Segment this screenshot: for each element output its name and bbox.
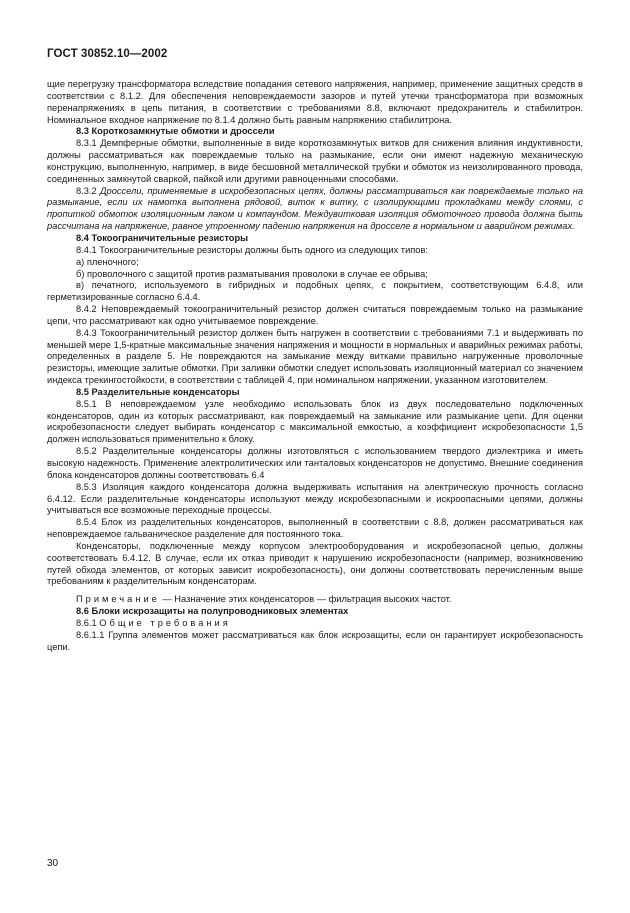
section-heading-8-5: 8.5 Разделительные конденсаторы xyxy=(76,386,240,397)
subsection-title: Общие требования xyxy=(99,617,231,628)
paragraph-8-4-2: 8.4.2 Неповреждаемый токоограничительный резистор должен считаться повреждаемым только на размыкание цепи, что рассматривают как одно учитываемое повреждение. xyxy=(47,304,583,326)
subsection-8-6-1 xyxy=(47,618,583,630)
standard-header: ГОСТ 30852.10—2002 xyxy=(47,48,168,60)
paragraph-8-4-1: 8.4.1 Токоограничительные резисторы должны быть одного из следующих типов: xyxy=(76,244,428,255)
clause-number: 8.6.1 xyxy=(76,617,97,628)
clause-italic-text: Дроссели, применяемые в искробезопасных цепях, должны рассматриваться как повреждаемые только на размыкание, если их намотка выполнена рядовой, виток к витку, с изолирующими прокладками между слоями, с пропиткой обмоток изоляционным лаком и компаундом. Междувитковая изоляция обмоточного провода должна быть рассчитана на напряжение, равное утроенному падению напряжения на дросселе в нормальном и аварийном режимах. xyxy=(47,185,583,232)
note-text: — Назначение этих конденсаторов — фильтрация высоких частот. xyxy=(162,594,452,605)
paragraph-continuation: щие перегрузку трансформатора вследствие попадания сетевого напряжения, например, применение защитных средств в соответствии с 8.1.2. Для обеспечения неповреждаемости зазоров и путей утечки трансформатора при возможных перенапряжениях в цепь питания, в соответствии с требованиями 8.8, включают предохранитель и стабилитрон. Номинальное входное напряжение по 8.1.4 должно быть равным напряжению стабилитрона. xyxy=(47,79,583,125)
paragraph-8-3-2 xyxy=(47,186,583,233)
section-heading-8-4: 8.4 Токоограничительные резисторы xyxy=(76,232,249,243)
list-item-b: б) проволочного с защитой против разматывания проволоки в случае ее обрыва; xyxy=(76,268,428,279)
clause-number: 8.3.2 xyxy=(76,185,97,196)
list-item-v: в) печатного, используемого в гибридных и подобных цепях, с покрытием, соответствующим 6.4.8, или герметизированные согласно 6.4.4. xyxy=(47,280,583,303)
paragraph-8-5-1: 8.5.1 В неповреждаемом узле необходимо использовать блок из двух последовательно подключенных конденсаторов, один из которых рассматривают, как повреждаемый на замыкание или размыкание цепи. Для оценки искробезопасности следует выбирать конденсатор с максимальной емкостью, а коэффициент искробезопасности 1,5 должен использоваться применительно к блоку. xyxy=(47,398,583,445)
paragraph-8-5-3: 8.5.3 Изоляция каждого конденсатора должна выдерживать испытания на электрическую прочность согласно 6.4.12. Если разделительные конденсаторы используют между искробезопасными и искроопасными цепями, должны учитываться все возможные переходные процессы. xyxy=(47,481,583,516)
paragraph-8-3-1: 8.3.1 Демпферные обмотки, выполненные в виде короткозамкнутых витков для снижения влияния индуктивности, должны рассматриваться как повреждаемые только на размыкание, если они имеют надежную механическую конструкцию, выполненную, например, в виде бесшовной металлической трубки и обмоток из неизолированного провода, соединенных замкнутой сваркой, пайкой или другими равноценными способами. xyxy=(47,138,583,184)
note-label: Примечание xyxy=(76,594,160,605)
note xyxy=(47,594,583,606)
paragraph-8-6-1-1: 8.6.1.1 Группа элементов может рассматриваться как блок искрозащиты, если он гарантирует искробезопасность цепи. xyxy=(47,629,583,652)
paragraph-capacitors: Конденсаторы, подключенные между корпусом электрооборудования и искробезопасной цепью, должны соответствовать 6.4.12. В случае, если их отказ приводит к нарушению искробезопасности (например, возникновению путей обхода элементов, от которых зависит искробезопасность), они должны соответствовать перечисленным выше требованиям к разделительным конденсаторам. xyxy=(47,540,583,587)
section-heading-8-6: 8.6 Блоки искрозащиты на полупроводниковых элементах xyxy=(76,606,349,617)
page-body xyxy=(47,79,583,654)
paragraph-8-5-4: 8.5.4 Блок из разделительных конденсаторов, выполненный в соответствии с 8.8, должен рассматриваться как неповреждаемое гальваническое разделение для постоянного тока. xyxy=(47,517,583,540)
paragraph-8-5-2: 8.5.2 Разделительные конденсаторы должны изготовляться с использованием твердого диэлектрика и иметь высокую надежность. Применение электролитических или танталовых конденсаторов не допустимо. Внешние соединения блока конденсаторов должны соответствовать 6.4 xyxy=(47,446,583,480)
list-item-a: а) пленочного; xyxy=(76,256,139,267)
page-number: 30 xyxy=(47,858,59,869)
section-heading-8-3: 8.3 Короткозамкнутые обмотки и дроссели xyxy=(76,126,275,137)
paragraph-8-4-3: 8.4.3 Токоограничительный резистор должен быть нагружен в соответствии с требованиями 7.1 и выдерживать по меньшей мере 1,5-кратные максимальные значения напряжения и мощности в нормальных и аварийных режимах работы, определенных в разделе 5. Не повреждаются на замыкание между витками правильно нагруженные проволочные резисторы, имеющие залитые обмотки. При заливки обмотки следует использовать изоляционный материал со значением индекса трекингостойкости, в соответствии с таблицей 4, при номинальном напряжении, указанном изготовителем. xyxy=(47,327,583,386)
